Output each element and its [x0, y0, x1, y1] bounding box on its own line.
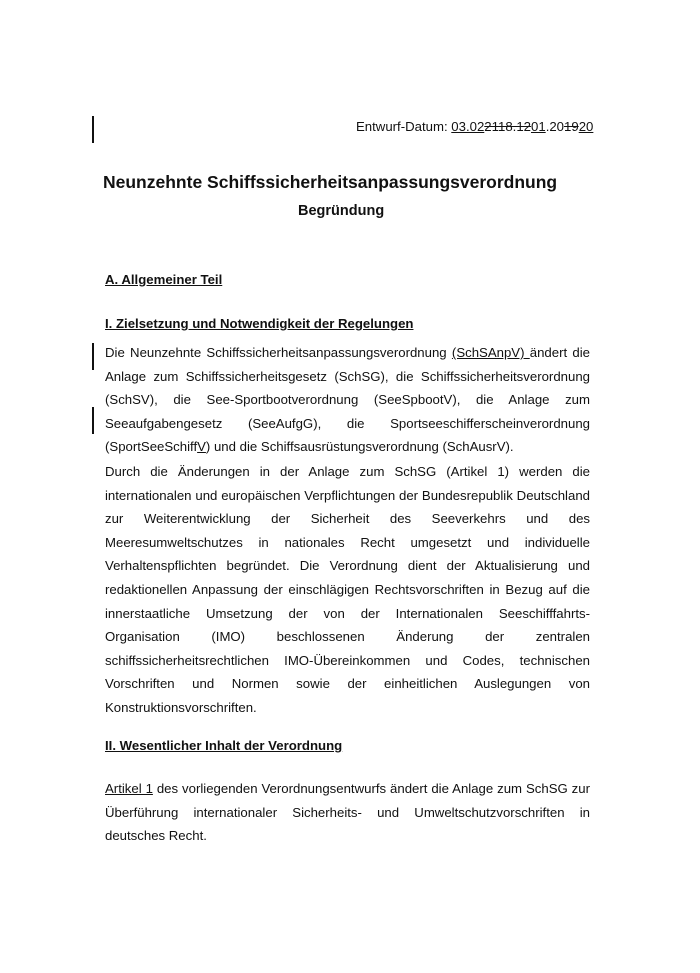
change-bar-header [92, 116, 94, 143]
paragraph-international-obligations: Durch die Änderungen in der Anlage zum SchSG (Artikel 1) werden die internationalen und europäischen Verpflichtungen der Bundesrepublik Deutschland zur Weiterentwicklung der Sicherheit des Seeverkehrs und des Meeresumweltschutzes in nationales Recht umgesetzt und individuelle Verhaltenspflichten begründet. Die Verordnung dient der Aktualisierung und redaktionellen Anpassung der einschlägigen Rechtsvorschriften in Bezug auf die innerstaatliche Umsetzung der von der Internationalen Seeschifffahrts-Organisation (IMO) beschlossenen Änderung der zentralen schiffssicherheitsrechtlichen IMO-Übereinkommen und Codes, technischen Vorschriften und Normen sowie der einheitlichen Auslegungen von Konstruktionsvorschriften. [105, 464, 590, 715]
document-subtitle: Begründung [298, 203, 385, 219]
para3-text: des vorliegenden Verordnungsentwurfs ändert die Anlage zum SchSG zur Überführung internationaler Sicherheits- und Umweltschutzvorschriften in deutsches Recht. [105, 781, 590, 844]
article-1-link: Artikel 1 [105, 781, 153, 796]
draft-date-label: Entwurf-Datum: [356, 119, 452, 134]
para1-text: ändert die Anlage zum Schiffssicherheitsgesetz (SchSG), die Schiffssicherheitsverordnung (SchSV), die See-Sportbootverordnung (SeeSpbootV), die Anlage zum Seeaufgabengesetz (SeeAufgG), die Sportseeschifferscheinverordnung (SportSeeSchiff [105, 345, 591, 455]
change-bar-para1-top [92, 343, 94, 370]
paragraph-purpose [105, 341, 590, 459]
draft-date-part: .20 [545, 119, 565, 134]
draft-date-struck: 19 [564, 119, 579, 134]
para1-text: ) und die Schiffsausrüstungsverordnung (SchAusrV). [205, 439, 514, 455]
section-2-heading: II. Wesentlicher Inhalt der Verordnung [105, 738, 343, 753]
draft-date-struck: 18.12 [498, 119, 532, 134]
para1-v: V [197, 439, 206, 455]
para1-abbrev: (SchSAnpV) [451, 345, 530, 360]
draft-date-part: 20 [578, 119, 594, 134]
section-1-heading: I. Zielsetzung und Notwendigkeit der Regelungen [105, 316, 414, 331]
change-bar-para1-mid [92, 407, 94, 434]
document-title: Neunzehnte Schiffssicherheitsanpassungsverordnung [103, 172, 558, 192]
draft-date-part: 03.02 [451, 119, 485, 134]
draft-date-line [356, 119, 593, 134]
paragraph-article-1 [105, 777, 590, 848]
para1-text: Die Neunzehnte Schiffssicherheitsanpassungsverordnung [105, 345, 452, 360]
section-a-heading: A. Allgemeiner Teil [105, 272, 223, 287]
draft-date-part: 01 [531, 119, 546, 134]
draft-date-struck: 21 [484, 119, 498, 134]
